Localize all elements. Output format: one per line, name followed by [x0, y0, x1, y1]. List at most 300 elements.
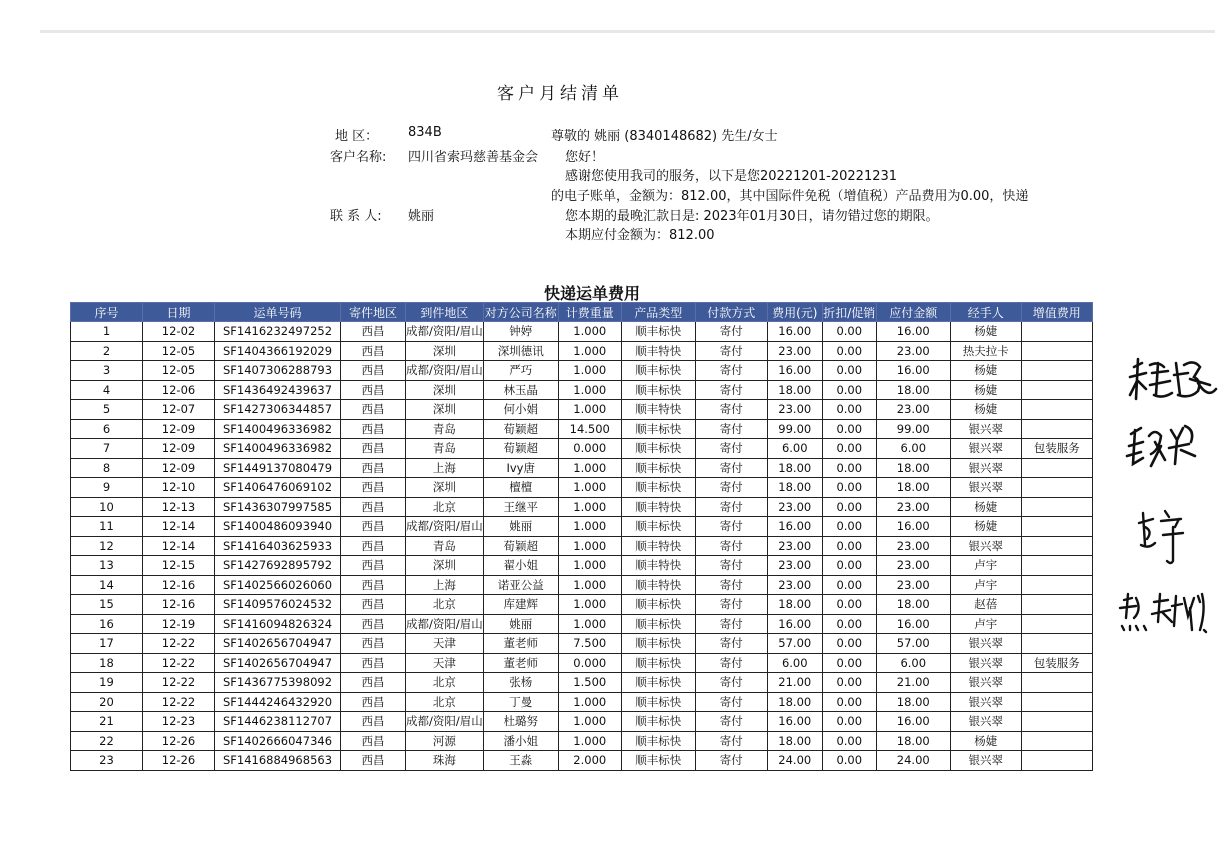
amount-due: 本期应付金额为：812.00 — [565, 228, 715, 243]
signature-yangjie — [1128, 355, 1218, 405]
table-cell: 寄付 — [695, 575, 767, 595]
table-cell: 寄付 — [695, 419, 767, 439]
table-cell: 寄付 — [695, 731, 767, 751]
table-cell: 银兴翠 — [950, 751, 1021, 771]
table-cell: 17 — [71, 634, 143, 654]
table-cell: 1.000 — [558, 536, 621, 556]
table-cell: 钟婷 — [483, 322, 558, 342]
table-cell: 银兴翠 — [950, 536, 1021, 556]
table-cell: 顺丰标快 — [621, 712, 695, 732]
table-cell: 上海 — [406, 575, 484, 595]
table-cell — [1021, 556, 1092, 576]
table-cell: 银兴翠 — [950, 653, 1021, 673]
table-cell — [1021, 419, 1092, 439]
table-cell: 10 — [71, 497, 143, 517]
table-cell: 23.00 — [876, 556, 950, 576]
table-row — [71, 536, 1093, 556]
table-cell: 天津 — [406, 634, 484, 654]
table-cell: 7 — [71, 439, 143, 459]
table-cell: 顺丰特快 — [621, 497, 695, 517]
column-header: 日期 — [143, 303, 215, 322]
table-row — [71, 751, 1093, 771]
table-cell: 12-22 — [143, 692, 215, 712]
table-cell: 赵蓓 — [950, 595, 1021, 615]
table-row — [71, 400, 1093, 420]
table-cell: 15 — [71, 595, 143, 615]
table-cell: 深圳 — [406, 556, 484, 576]
table-cell: 杨婕 — [950, 517, 1021, 537]
table-cell: 西昌 — [341, 439, 406, 459]
table-cell: 16.00 — [876, 517, 950, 537]
table-cell: 深圳德讯 — [483, 341, 558, 361]
table-cell: 20 — [71, 692, 143, 712]
table-cell: 西昌 — [341, 517, 406, 537]
table-cell: 银兴翠 — [950, 478, 1021, 498]
table-cell: 上海 — [406, 458, 484, 478]
table-cell: 18.00 — [876, 595, 950, 615]
greeting-line: 感谢您使用我司的服务，以下是您20221201-20221231 — [565, 169, 898, 184]
table-cell: 寄付 — [695, 341, 767, 361]
table-cell: 杜璐努 — [483, 712, 558, 732]
table-cell: 14 — [71, 575, 143, 595]
table-cell: 北京 — [406, 497, 484, 517]
table-cell: 天津 — [406, 653, 484, 673]
table-cell: 西昌 — [341, 634, 406, 654]
table-cell: 何小娟 — [483, 400, 558, 420]
table-cell: 董老师 — [483, 653, 558, 673]
table-cell: 12-05 — [143, 341, 215, 361]
table-cell: 顺丰特快 — [621, 400, 695, 420]
table-row — [71, 497, 1093, 517]
table-cell: 0.00 — [822, 595, 876, 615]
table-cell: 3 — [71, 361, 143, 381]
table-cell: 12-19 — [143, 614, 215, 634]
column-header: 经手人 — [950, 303, 1021, 322]
table-cell: SF1400496336982 — [215, 439, 341, 459]
table-cell: 西昌 — [341, 400, 406, 420]
contact-value: 姚丽 — [408, 209, 435, 224]
table-cell: 0.000 — [558, 653, 621, 673]
table-cell: 0.00 — [822, 712, 876, 732]
table-cell: 12-15 — [143, 556, 215, 576]
table-cell: 18.00 — [767, 380, 822, 400]
table-cell: 0.00 — [822, 517, 876, 537]
table-cell: 6.00 — [767, 439, 822, 459]
table-cell — [1021, 497, 1092, 517]
table-cell: 12-22 — [143, 673, 215, 693]
table-cell: 12-13 — [143, 497, 215, 517]
table-cell: 顺丰标快 — [621, 458, 695, 478]
table-cell: 银兴翠 — [950, 673, 1021, 693]
table-cell: 王继平 — [483, 497, 558, 517]
table-cell: 18.00 — [767, 595, 822, 615]
table-cell: 西昌 — [341, 556, 406, 576]
table-cell: 西昌 — [341, 419, 406, 439]
table-cell: 1.000 — [558, 380, 621, 400]
table-cell: SF1416232497252 — [215, 322, 341, 342]
table-cell: SF1446238112707 — [215, 712, 341, 732]
table-cell: 顺丰标快 — [621, 673, 695, 693]
table-cell: 18.00 — [767, 692, 822, 712]
table-cell: 成都/资阳/眉山 — [406, 517, 484, 537]
table-cell: 12-26 — [143, 751, 215, 771]
table-cell: 0.000 — [558, 439, 621, 459]
table-cell: 1.000 — [558, 575, 621, 595]
table-cell: SF1402666047346 — [215, 731, 341, 751]
table-cell: 顺丰标快 — [621, 634, 695, 654]
table-cell: 顺丰标快 — [621, 322, 695, 342]
table-cell: 24.00 — [767, 751, 822, 771]
table-cell: 12-09 — [143, 458, 215, 478]
table-cell: 深圳 — [406, 400, 484, 420]
table-cell: 9 — [71, 478, 143, 498]
table-cell — [1021, 712, 1092, 732]
table-cell: 西昌 — [341, 497, 406, 517]
table-cell: 18.00 — [767, 478, 822, 498]
table-row — [71, 458, 1093, 478]
table-cell — [1021, 614, 1092, 634]
table-cell: 18.00 — [876, 458, 950, 478]
table-cell: 顺丰特快 — [621, 536, 695, 556]
table-cell — [1021, 673, 1092, 693]
table-row — [71, 653, 1093, 673]
table-cell: 河源 — [406, 731, 484, 751]
table-cell: 董老师 — [483, 634, 558, 654]
table-row — [71, 634, 1093, 654]
table-cell: 北京 — [406, 673, 484, 693]
table-cell: 寄付 — [695, 712, 767, 732]
table-cell: 23.00 — [767, 556, 822, 576]
table-cell: 23.00 — [876, 400, 950, 420]
table-cell: 21.00 — [767, 673, 822, 693]
table-cell: 顺丰标快 — [621, 361, 695, 381]
table-cell: 寄付 — [695, 614, 767, 634]
table-cell: 0.00 — [822, 458, 876, 478]
table-cell: 1.000 — [558, 517, 621, 537]
table-cell: SF1416403625933 — [215, 536, 341, 556]
table-cell: SF1400486093940 — [215, 517, 341, 537]
table-cell: 0.00 — [822, 692, 876, 712]
column-header: 运单号码 — [215, 303, 341, 322]
table-cell: 寄付 — [695, 653, 767, 673]
table-cell: 57.00 — [876, 634, 950, 654]
table-cell: 寄付 — [695, 517, 767, 537]
table-cell: 22 — [71, 731, 143, 751]
table-cell: 23.00 — [767, 575, 822, 595]
table-cell: 西昌 — [341, 322, 406, 342]
table-cell: 杨婕 — [950, 497, 1021, 517]
table-cell: 顺丰标快 — [621, 595, 695, 615]
table-cell — [1021, 595, 1092, 615]
table-cell: SF1436775398092 — [215, 673, 341, 693]
table-cell: 16.00 — [876, 361, 950, 381]
table-cell: 成都/资阳/眉山 — [406, 361, 484, 381]
table-cell — [1021, 380, 1092, 400]
table-cell: SF1402566026060 — [215, 575, 341, 595]
table-cell: 卢宇 — [950, 556, 1021, 576]
table-cell: 顺丰特快 — [621, 575, 695, 595]
scan-edge-line — [40, 30, 1215, 33]
table-cell: 6.00 — [876, 653, 950, 673]
table-cell: 1.500 — [558, 673, 621, 693]
table-cell: 1.000 — [558, 400, 621, 420]
table-cell: 寄付 — [695, 380, 767, 400]
table-cell: 12-06 — [143, 380, 215, 400]
greeting-line: 尊敬的 姚丽 (8340148682) 先生/女士 — [551, 129, 778, 144]
table-cell: 57.00 — [767, 634, 822, 654]
table-cell: 荀颖超 — [483, 536, 558, 556]
table-cell: 18.00 — [876, 478, 950, 498]
table-cell: 顺丰标快 — [621, 380, 695, 400]
table-cell: SF1416884968563 — [215, 751, 341, 771]
table-cell: 成都/资阳/眉山 — [406, 322, 484, 342]
table-cell: 寄付 — [695, 595, 767, 615]
table-cell: 6.00 — [767, 653, 822, 673]
table-cell: 99.00 — [876, 419, 950, 439]
table-cell: 荀颖超 — [483, 439, 558, 459]
greeting-line: 您好！ — [565, 150, 605, 165]
table-cell: 姚丽 — [483, 614, 558, 634]
table-cell: 0.00 — [822, 575, 876, 595]
region-label: 地 区： — [335, 129, 379, 144]
table-cell: 顺丰特快 — [621, 341, 695, 361]
table-cell: 19 — [71, 673, 143, 693]
table-cell: 21.00 — [876, 673, 950, 693]
table-cell: 23.00 — [767, 341, 822, 361]
table-cell: 12-16 — [143, 595, 215, 615]
column-header: 费用(元) — [767, 303, 822, 322]
table-cell: 西昌 — [341, 751, 406, 771]
table-cell: 12-16 — [143, 575, 215, 595]
table-cell: 成都/资阳/眉山 — [406, 614, 484, 634]
table-cell: 16.00 — [767, 322, 822, 342]
table-cell: 青岛 — [406, 536, 484, 556]
table-cell: 0.00 — [822, 614, 876, 634]
table-cell: 顺丰特快 — [621, 556, 695, 576]
table-cell: 诺亚公益 — [483, 575, 558, 595]
table-cell: 银兴翠 — [950, 458, 1021, 478]
column-header: 增值费用 — [1021, 303, 1092, 322]
table-cell: 西昌 — [341, 595, 406, 615]
table-cell: 0.00 — [822, 731, 876, 751]
table-cell: SF1436307997585 — [215, 497, 341, 517]
table-cell: 16.00 — [876, 322, 950, 342]
table-cell: 1.000 — [558, 614, 621, 634]
table-cell: 6 — [71, 419, 143, 439]
table-cell: 西昌 — [341, 614, 406, 634]
table-cell: 杨婕 — [950, 322, 1021, 342]
table-cell: 王淼 — [483, 751, 558, 771]
table-cell: 23.00 — [767, 400, 822, 420]
table-cell: 16.00 — [767, 517, 822, 537]
table-row — [71, 556, 1093, 576]
table-cell — [1021, 458, 1092, 478]
table-cell: 23 — [71, 751, 143, 771]
table-row — [71, 712, 1093, 732]
table-cell: 潘小姐 — [483, 731, 558, 751]
table-cell — [1021, 751, 1092, 771]
table-cell: 8 — [71, 458, 143, 478]
table-cell: 西昌 — [341, 653, 406, 673]
table-cell: SF1402656704947 — [215, 634, 341, 654]
table-cell: 0.00 — [822, 556, 876, 576]
table-cell: 北京 — [406, 595, 484, 615]
table-cell: 深圳 — [406, 478, 484, 498]
table-cell: 18.00 — [876, 731, 950, 751]
table-cell: 卢宇 — [950, 614, 1021, 634]
table-cell: 16 — [71, 614, 143, 634]
table-cell: 16.00 — [767, 361, 822, 381]
table-cell: 18 — [71, 653, 143, 673]
table-cell: 林玉晶 — [483, 380, 558, 400]
table-cell: SF1444246432920 — [215, 692, 341, 712]
table-cell: SF1416094826324 — [215, 614, 341, 634]
table-cell: 12-22 — [143, 634, 215, 654]
table-cell: 23.00 — [876, 536, 950, 556]
table-row — [71, 595, 1093, 615]
table-cell: 12-02 — [143, 322, 215, 342]
table-cell — [1021, 536, 1092, 556]
column-header: 折扣/促销 — [822, 303, 876, 322]
table-cell: 杨婕 — [950, 731, 1021, 751]
table-cell: 12-07 — [143, 400, 215, 420]
table-cell: 12-10 — [143, 478, 215, 498]
table-cell: 西昌 — [341, 380, 406, 400]
table-cell: 西昌 — [341, 673, 406, 693]
table-cell: 姚丽 — [483, 517, 558, 537]
table-cell: 0.00 — [822, 751, 876, 771]
table-cell: 寄付 — [695, 361, 767, 381]
table-cell: 12-22 — [143, 653, 215, 673]
table-cell: 99.00 — [767, 419, 822, 439]
table-cell: 0.00 — [822, 653, 876, 673]
table-cell: 24.00 — [876, 751, 950, 771]
signature-yinxingcui — [1125, 420, 1205, 475]
column-header: 序号 — [71, 303, 143, 322]
table-row — [71, 692, 1093, 712]
table-cell — [1021, 341, 1092, 361]
table-cell: 2 — [71, 341, 143, 361]
contact-label: 联 系 人: — [330, 209, 382, 224]
column-header: 应付金额 — [876, 303, 950, 322]
table-cell: 顺丰标快 — [621, 478, 695, 498]
table-cell: SF1404366192029 — [215, 341, 341, 361]
table-cell: 顺丰标快 — [621, 439, 695, 459]
table-cell: 0.00 — [822, 536, 876, 556]
table-cell: 23.00 — [876, 575, 950, 595]
table-cell: 23.00 — [876, 497, 950, 517]
table-cell: 0.00 — [822, 380, 876, 400]
table-cell: 1.000 — [558, 458, 621, 478]
table-cell: 0.00 — [822, 322, 876, 342]
table-cell: 寄付 — [695, 536, 767, 556]
payment-deadline: 您本期的最晚汇款日是: 2023年01月30日，请勿错过您的期限。 — [565, 209, 939, 224]
table-cell: 18.00 — [767, 731, 822, 751]
table-cell: 1 — [71, 322, 143, 342]
column-header: 付款方式 — [695, 303, 767, 322]
table-cell: 5 — [71, 400, 143, 420]
table-cell: 顺丰标快 — [621, 517, 695, 537]
table-cell: 6.00 — [876, 439, 950, 459]
table-cell: 1.000 — [558, 595, 621, 615]
table-cell: 16.00 — [876, 614, 950, 634]
table-cell: 12-26 — [143, 731, 215, 751]
table-cell — [1021, 478, 1092, 498]
table-cell: SF1409576024532 — [215, 595, 341, 615]
table-cell: 西昌 — [341, 361, 406, 381]
table-cell: 顺丰标快 — [621, 731, 695, 751]
table-cell: 1.000 — [558, 692, 621, 712]
table-cell: 23.00 — [767, 536, 822, 556]
table-cell — [1021, 517, 1092, 537]
table-cell: SF1402656704947 — [215, 653, 341, 673]
table-cell: 寄付 — [695, 634, 767, 654]
table-cell: 14.500 — [558, 419, 621, 439]
table-cell: 寄付 — [695, 439, 767, 459]
column-header: 寄件地区 — [341, 303, 406, 322]
table-cell — [1021, 322, 1092, 342]
table-cell: 11 — [71, 517, 143, 537]
table-cell: 12-09 — [143, 439, 215, 459]
greeting-line: 的电子账单，金额为：812.00，其中国际件免税（增值税）产品费用为0.00，快递 — [551, 189, 1029, 204]
table-cell: SF1407306288793 — [215, 361, 341, 381]
table-row — [71, 478, 1093, 498]
table-cell: 寄付 — [695, 673, 767, 693]
table-cell: 16.00 — [767, 614, 822, 634]
table-cell: 深圳 — [406, 341, 484, 361]
table-cell: 库建辉 — [483, 595, 558, 615]
table-cell: 珠海 — [406, 751, 484, 771]
table-cell: 西昌 — [341, 712, 406, 732]
table-cell: 12-09 — [143, 419, 215, 439]
table-cell: 杨婕 — [950, 380, 1021, 400]
table-cell — [1021, 634, 1092, 654]
table-cell: 包装服务 — [1021, 653, 1092, 673]
table-cell: 0.00 — [822, 439, 876, 459]
column-header: 对方公司名称 — [483, 303, 558, 322]
table-cell: 0.00 — [822, 361, 876, 381]
table-cell — [1021, 361, 1092, 381]
table-cell: 12-14 — [143, 536, 215, 556]
table-cell: 成都/资阳/眉山 — [406, 712, 484, 732]
table-cell — [1021, 575, 1092, 595]
table-cell: 西昌 — [341, 575, 406, 595]
customer-label: 客户名称: — [330, 150, 387, 165]
table-cell: 西昌 — [341, 341, 406, 361]
table-cell: 银兴翠 — [950, 634, 1021, 654]
table-cell: 12-14 — [143, 517, 215, 537]
table-row — [71, 614, 1093, 634]
table-cell: 银兴翠 — [950, 712, 1021, 732]
table-cell: 1.000 — [558, 731, 621, 751]
signature-refulaka — [1118, 590, 1210, 640]
table-cell: 16.00 — [767, 712, 822, 732]
table-cell: 2.000 — [558, 751, 621, 771]
table-cell: 寄付 — [695, 692, 767, 712]
table-cell: 13 — [71, 556, 143, 576]
table-cell: 23.00 — [767, 497, 822, 517]
table-cell: 寄付 — [695, 497, 767, 517]
table-cell: 1.000 — [558, 322, 621, 342]
table-row — [71, 575, 1093, 595]
table-row — [71, 322, 1093, 342]
table-cell: 银兴翠 — [950, 439, 1021, 459]
table-cell: 0.00 — [822, 419, 876, 439]
table-cell: 4 — [71, 380, 143, 400]
customer-value: 四川省索玛慈善基金会 — [408, 150, 539, 165]
table-cell: 严巧 — [483, 361, 558, 381]
table-cell: 顺丰标快 — [621, 653, 695, 673]
